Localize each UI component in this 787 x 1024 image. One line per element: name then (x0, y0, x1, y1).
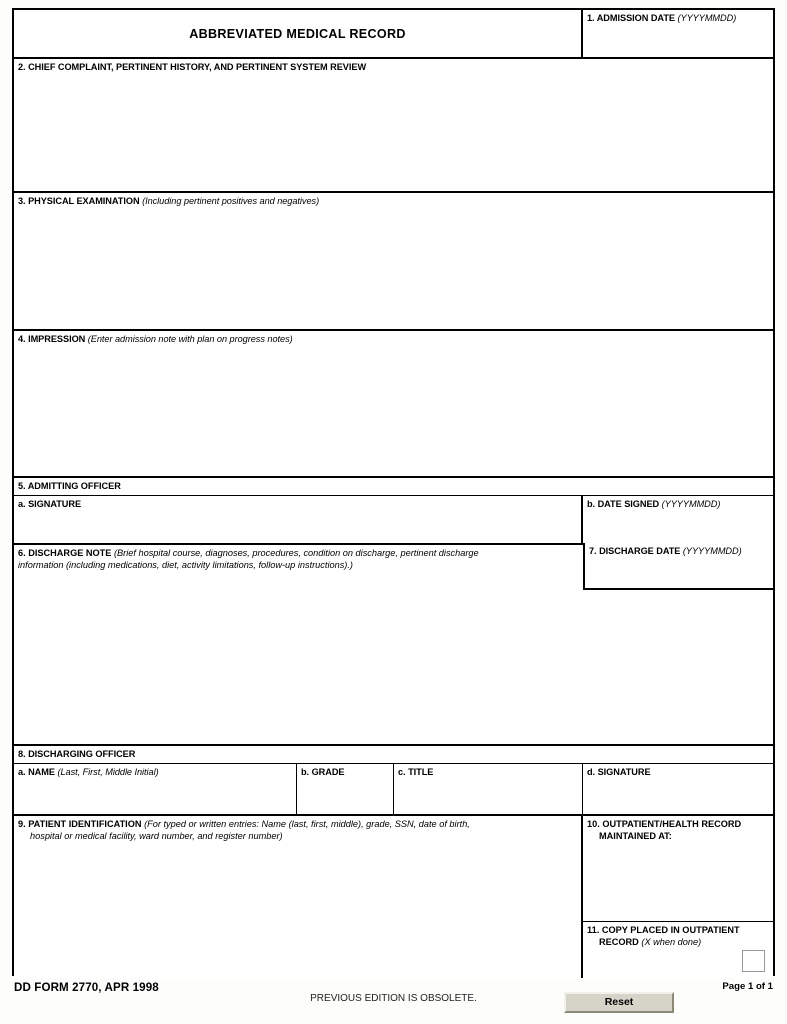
field-physical-examination[interactable] (14, 191, 773, 329)
field-impression-label: 4. IMPRESSION (Enter admission note with plan on progress notes) (18, 334, 293, 344)
field-admitting-signature-label: a. SIGNATURE (18, 499, 82, 509)
field-discharge-note-label: 6. DISCHARGE NOTE (Brief hospital course, diagnoses, procedures, condition on discharge, pertinent discharge information (including medications, diet, activity limitations, follow-up instructions).) (18, 548, 479, 570)
footer-form-id: DD FORM 2770, APR 1998 (14, 981, 159, 994)
field-admission-date[interactable] (583, 10, 773, 57)
field-chief-complaint-label: 2. CHIEF COMPLAINT, PERTINENT HISTORY, AND PERTINENT SYSTEM REVIEW (18, 62, 367, 72)
field-discharging-title-label: c. TITLE (398, 767, 434, 777)
field-discharge-date[interactable] (583, 543, 773, 590)
field-discharging-title[interactable] (394, 763, 583, 814)
form-body (12, 8, 775, 976)
field-discharging-signature[interactable] (583, 763, 773, 814)
field-patient-identification-label: 9. PATIENT IDENTIFICATION (For typed or written entries: Name (last, first, middle), grade, SSN, date of birth, hospital or medical facility, ward number, and register number) (18, 819, 470, 841)
section-discharging-officer-label: 8. DISCHARGING OFFICER (18, 749, 136, 759)
field-discharging-grade[interactable] (297, 763, 394, 814)
field-admitting-signature[interactable] (14, 495, 583, 543)
field-patient-identification[interactable] (14, 814, 583, 978)
field-impression[interactable] (14, 329, 773, 476)
field-discharging-name-label: a. NAME (Last, First, Middle Initial) (18, 767, 159, 777)
section-admitting-officer-label: 5. ADMITTING OFFICER (18, 481, 121, 491)
copy-placed-checkbox[interactable] (742, 950, 765, 972)
field-discharge-date-label: 7. DISCHARGE DATE (YYYYMMDD) (589, 546, 742, 556)
section-discharging-officer (14, 744, 773, 763)
field-physical-examination-label: 3. PHYSICAL EXAMINATION (Including pertinent positives and negatives) (18, 196, 320, 206)
field-date-signed[interactable] (583, 495, 773, 543)
field-outpatient-record-maintained-label: 10. OUTPATIENT/HEALTH RECORD MAINTAINED AT: (587, 819, 742, 841)
field-discharging-grade-label: b. GRADE (301, 767, 345, 777)
footer-previous-edition-note: PREVIOUS EDITION IS OBSOLETE. (310, 993, 477, 1004)
reset-button[interactable]: Reset (564, 992, 674, 1013)
field-outpatient-record-maintained[interactable] (583, 814, 773, 922)
section-admitting-officer (14, 476, 773, 495)
field-chief-complaint[interactable] (14, 57, 773, 191)
field-copy-placed-outpatient-label: 11. COPY PLACED IN OUTPATIENT RECORD (X when done) (587, 925, 740, 947)
page-title: ABBREVIATED MEDICAL RECORD (189, 26, 406, 41)
footer-page-indicator: Page 1 of 1 (722, 981, 773, 992)
field-discharging-signature-label: d. SIGNATURE (587, 767, 651, 777)
field-discharging-name[interactable] (14, 763, 297, 814)
field-admission-date-label: 1. ADMISSION DATE (YYYYMMDD) (587, 13, 737, 23)
form-title-cell (14, 10, 583, 57)
field-date-signed-label: b. DATE SIGNED (YYYYMMDD) (587, 499, 721, 509)
field-copy-placed-outpatient (583, 922, 773, 978)
